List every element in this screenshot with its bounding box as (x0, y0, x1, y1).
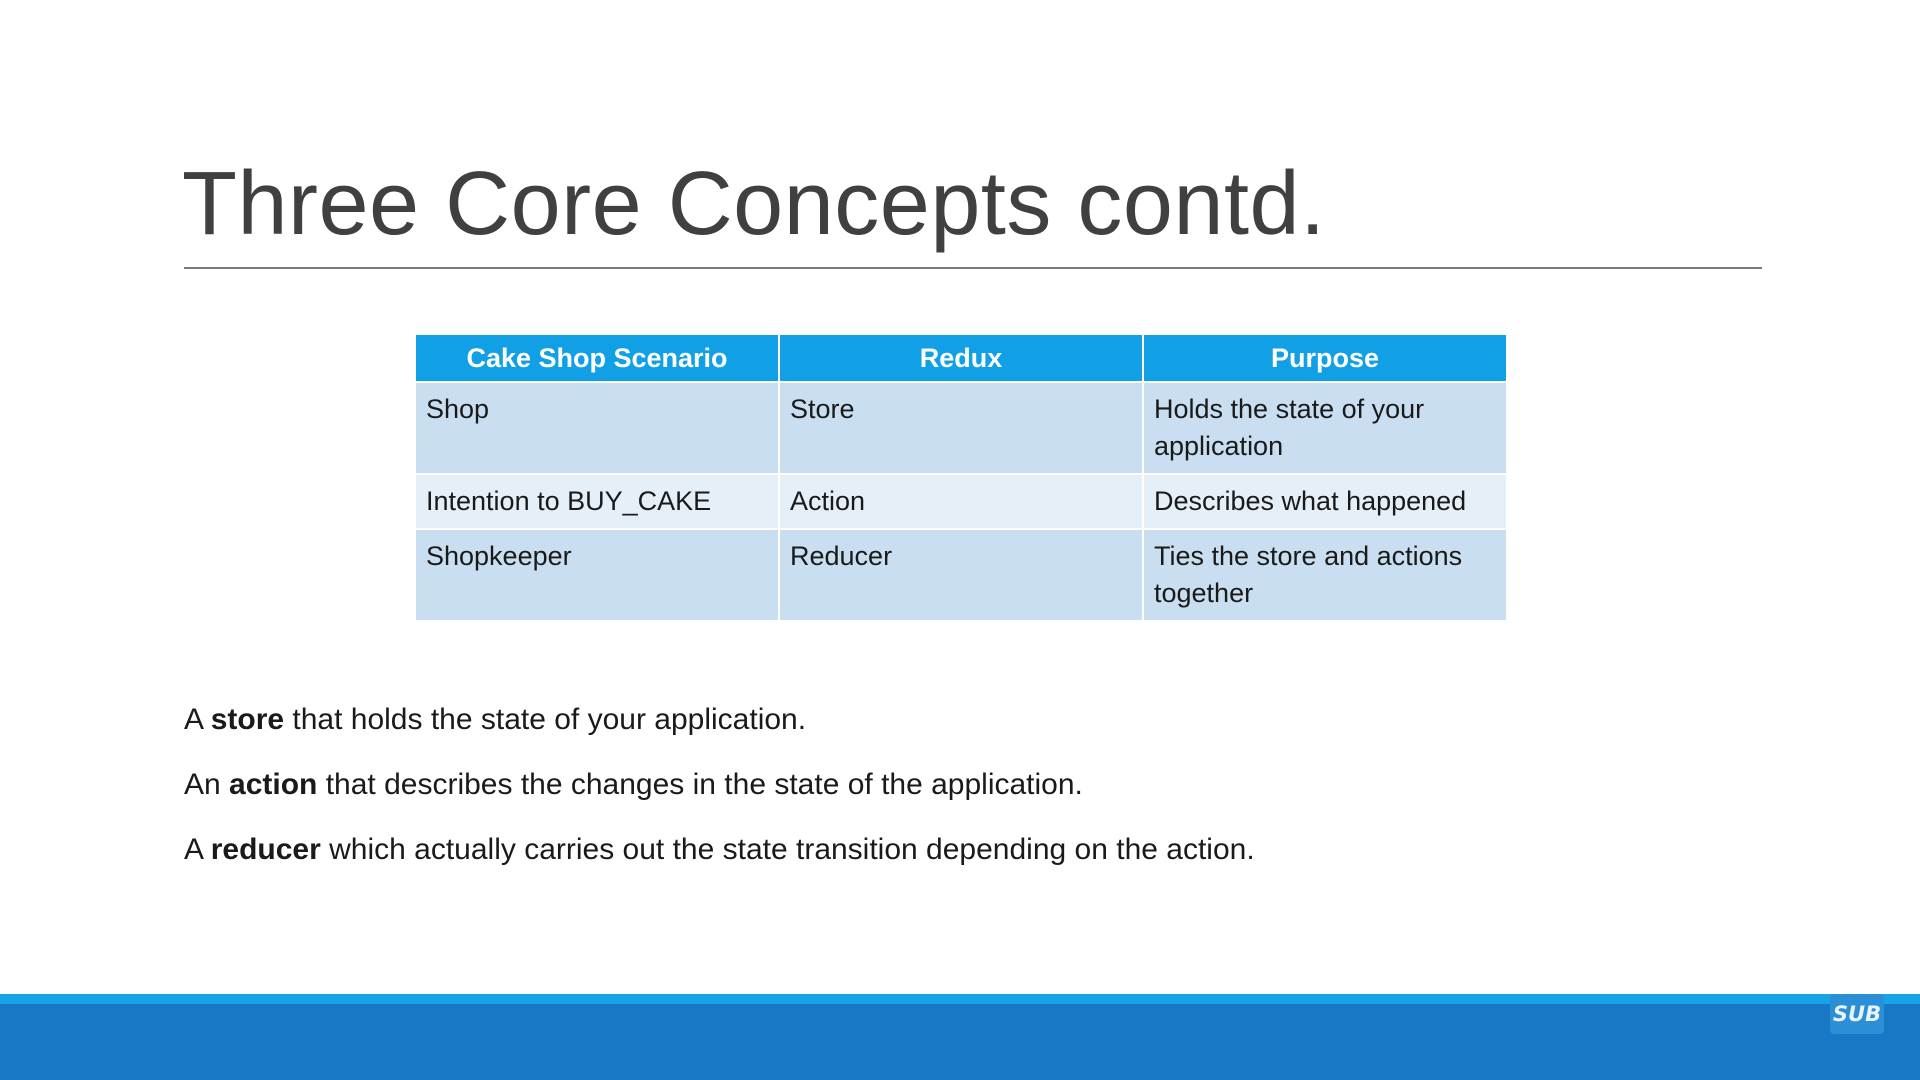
title-divider (184, 267, 1762, 269)
description-line-store (184, 697, 1255, 762)
table-cell: Action (780, 475, 1142, 528)
description-text: that holds the state of your application. (284, 703, 807, 736)
description-line-reducer (184, 827, 1255, 892)
description-prefix: An (184, 768, 230, 801)
table-cell: Ties the store and actions together (1144, 530, 1506, 620)
table-header-cell: Redux (780, 335, 1142, 381)
footer-stripe (0, 994, 1920, 1004)
table-header-cell: Cake Shop Scenario (416, 335, 778, 381)
table-header-row (416, 335, 1506, 381)
table-cell: Reducer (780, 530, 1142, 620)
slide-title: Three Core Concepts contd. (182, 154, 1326, 254)
subscribe-logo[interactable]: SUB (1830, 994, 1884, 1034)
description-prefix: A (184, 703, 211, 736)
footer-bar (0, 1004, 1920, 1080)
concept-descriptions (184, 697, 1255, 892)
table-row (416, 475, 1506, 528)
table-cell: Holds the state of your application (1144, 383, 1506, 473)
description-keyword: action (229, 768, 318, 801)
description-keyword: reducer (210, 833, 321, 866)
description-text: that describes the changes in the state of the application. (317, 768, 1083, 801)
table-cell: Store (780, 383, 1142, 473)
description-text: which actually carries out the state transition depending on the action. (320, 833, 1255, 866)
table-cell: Intention to BUY_CAKE (416, 475, 778, 528)
table-cell: Shopkeeper (416, 530, 778, 620)
table-row (416, 383, 1506, 473)
table-header-cell: Purpose (1144, 335, 1506, 381)
description-keyword: store (210, 703, 285, 736)
table-cell: Describes what happened (1144, 475, 1506, 528)
concepts-table (414, 333, 1508, 622)
description-prefix: A (184, 833, 211, 866)
table-cell: Shop (416, 383, 778, 473)
table-row (416, 530, 1506, 620)
description-line-action (184, 762, 1255, 827)
